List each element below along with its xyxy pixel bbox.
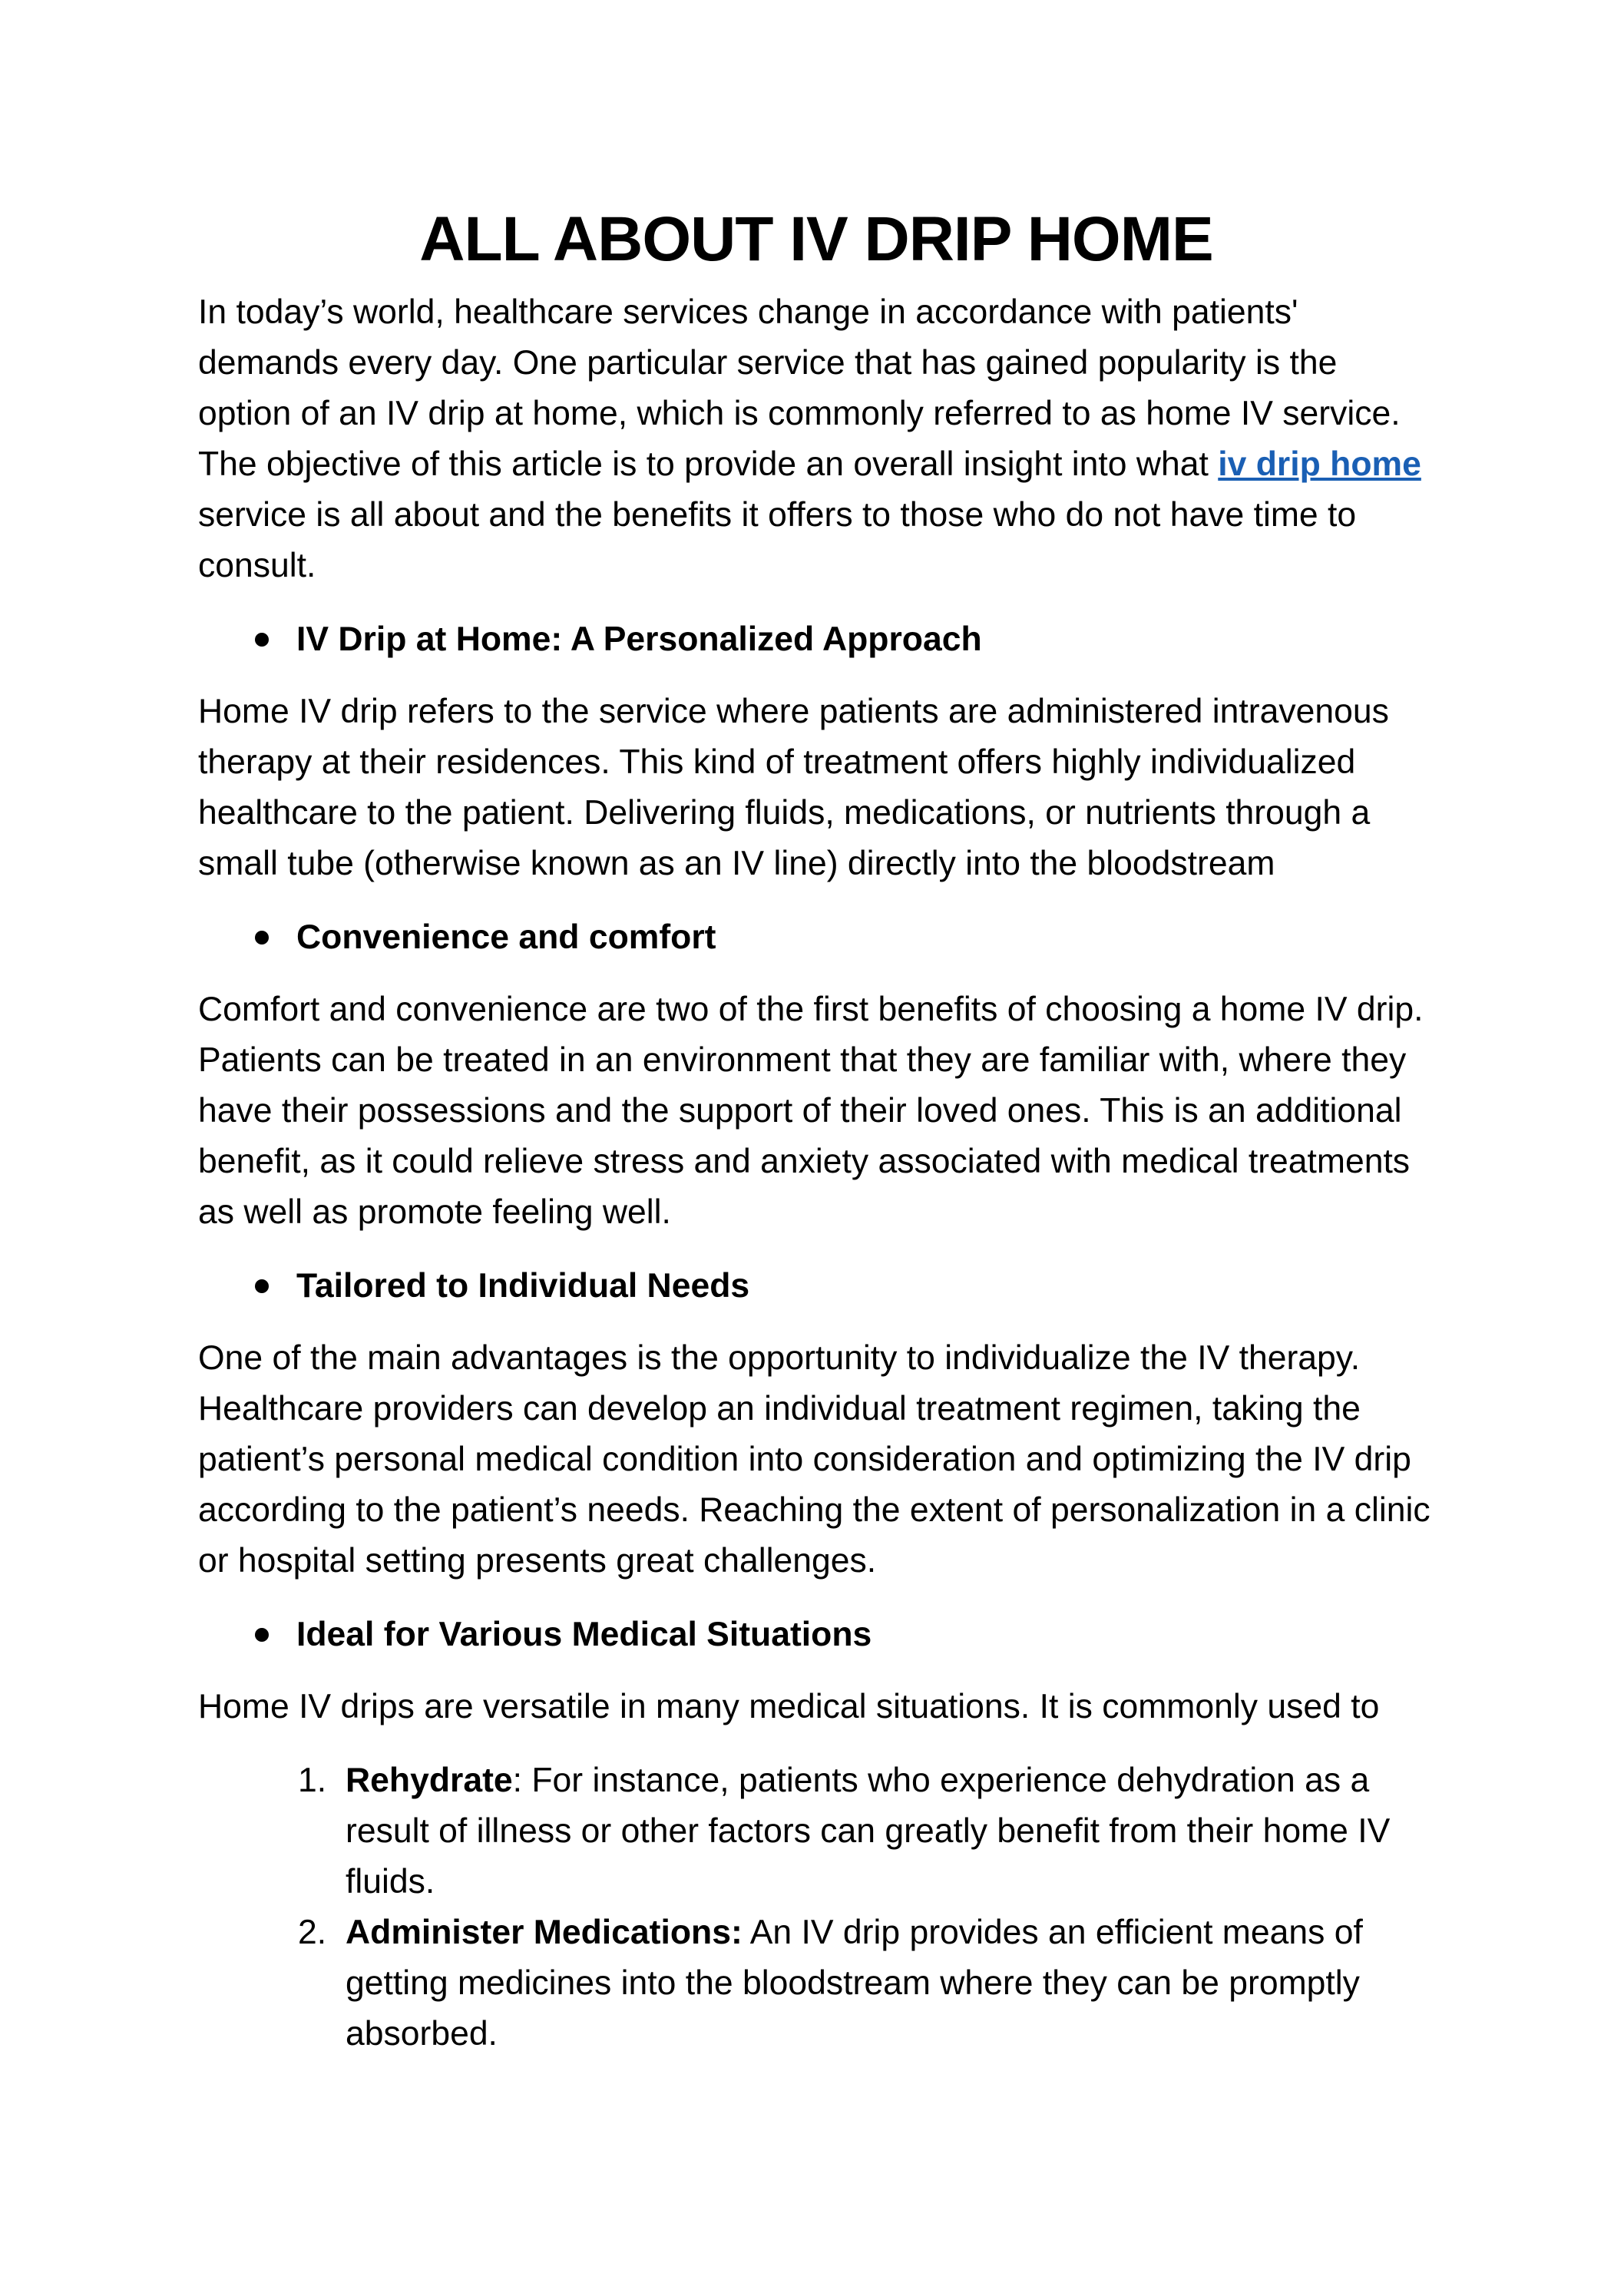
intro-text-before-link: In today’s world, healthcare services change in accordance with patients' demands every day. One particular service that has gained popularity is the option of an IV drip at home, which is commonly referred to as home IV service. The objective of this article is to provide an overall insight into what	[198, 293, 1401, 483]
section-heading-text: Ideal for Various Medical Situations	[296, 1616, 872, 1653]
page-title: ALL ABOUT IV DRIP HOME	[419, 204, 1213, 274]
section-heading-text: Convenience and comfort	[296, 918, 716, 956]
section-body-medical-situations: Home IV drips are versatile in many medical situations. It is commonly used to	[198, 1688, 1380, 1725]
bullet-icon	[255, 633, 269, 647]
section-heading-text: IV Drip at Home: A Personalized Approach	[296, 620, 982, 658]
list-item	[198, 1755, 1434, 1907]
list-item-number: 1.	[298, 1762, 327, 1799]
iv-drip-home-link[interactable]: iv drip home	[1218, 445, 1421, 483]
list-item-text: An IV drip provides an efficient means of getting medicines into the bloodstream where they can be promptly absorbed.	[346, 1914, 1363, 2053]
list-item-term: Administer Medications:	[346, 1914, 743, 1951]
section-heading-convenience	[198, 912, 1434, 963]
list-item	[198, 1907, 1434, 2059]
list-item-term: Rehydrate	[346, 1762, 513, 1799]
list-item-number: 2.	[298, 1914, 327, 1951]
bullet-icon	[255, 1628, 269, 1642]
section-body-personalized-approach: Home IV drip refers to the service where patients are administered intravenous therapy at their residences. This kind of treatment offers highly individualized healthcare to the patient. Delivering fluids, medications, or nutrients through a small tube (otherwise known as an IV line) directly into the bloodstream	[198, 693, 1389, 882]
section-heading-tailored	[198, 1261, 1434, 1312]
section-heading-medical-situations	[198, 1610, 1434, 1660]
list-item-text: : For instance, patients who experience dehydration as a result of illness or other factors can greatly benefit from their home IV fluids.	[346, 1762, 1391, 1901]
document-page	[198, 198, 1434, 2059]
intro-paragraph	[198, 287, 1434, 591]
numbered-list	[198, 1755, 1434, 2059]
section-heading-personalized-approach	[198, 614, 1434, 665]
section-heading-text: Tailored to Individual Needs	[296, 1267, 750, 1305]
intro-text-after-link: service is all about and the benefits it offers to those who do not have time to consult.	[198, 496, 1357, 584]
bullet-icon	[255, 1279, 269, 1293]
section-body-tailored: One of the main advantages is the opportunity to individualize the IV therapy. Healthcare providers can develop an individual treatment regimen, taking the patient’s personal medical condition into consideration and optimizing the IV drip according to the patient’s needs. Reaching the extent of personalization in a clinic or hospital setting presents great challenges.	[198, 1339, 1431, 1580]
section-body-convenience: Comfort and convenience are two of the first benefits of choosing a home IV drip. Patients can be treated in an environment that they are familiar with, where they have their possessions and the support of their loved ones. This is an additional benefit, as it could relieve stress and anxiety associated with medical treatments as well as promote feeling well.	[198, 991, 1424, 1231]
bullet-icon	[255, 931, 269, 945]
